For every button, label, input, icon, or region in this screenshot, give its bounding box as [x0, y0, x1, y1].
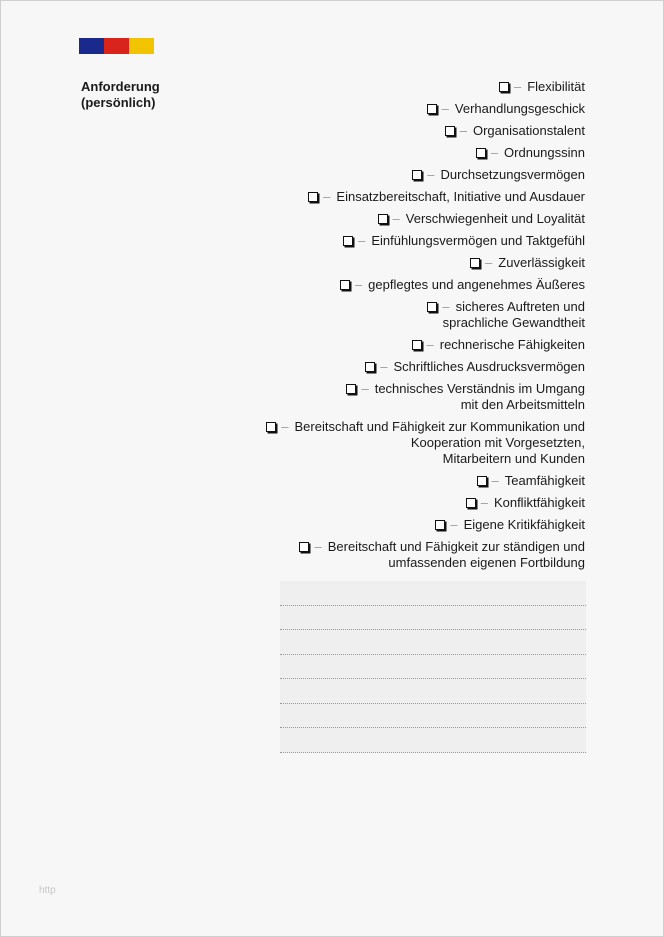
- checklist-item-label: sicheres Auftreten und sprachliche Gewandtheit: [442, 299, 585, 330]
- checklist-item: [165, 277, 585, 293]
- dash-separator: –: [314, 539, 322, 554]
- checkbox-icon[interactable]: [427, 302, 437, 312]
- checkbox-icon[interactable]: [299, 542, 309, 552]
- section-title: Anforderung (persönlich): [81, 79, 160, 110]
- blank-line[interactable]: [280, 606, 586, 631]
- checklist-item: [165, 255, 585, 271]
- checkbox-icon[interactable]: [308, 192, 318, 202]
- requirements-checklist: [165, 79, 585, 577]
- checkbox-icon[interactable]: [340, 280, 350, 290]
- blank-notes-area: [280, 581, 586, 753]
- checklist-item-label: gepflegtes und angenehmes Äußeres: [368, 277, 585, 292]
- dash-separator: –: [459, 123, 467, 138]
- checkbox-icon[interactable]: [412, 340, 422, 350]
- blank-line[interactable]: [280, 704, 586, 729]
- checkbox-icon[interactable]: [412, 170, 422, 180]
- checklist-item: [165, 337, 585, 353]
- checklist-item-label: Zuverlässigkeit: [498, 255, 585, 270]
- checklist-item-label: Einfühlungsvermögen und Taktgefühl: [371, 233, 585, 248]
- dash-separator: –: [358, 233, 366, 248]
- checklist-item-label: Konfliktfähigkeit: [493, 495, 585, 510]
- dash-separator: –: [480, 495, 488, 510]
- blank-line[interactable]: [280, 655, 586, 680]
- checkbox-icon[interactable]: [346, 384, 356, 394]
- dash-separator: –: [513, 79, 522, 94]
- dash-separator: –: [427, 167, 435, 182]
- dash-separator: –: [354, 277, 363, 292]
- checkbox-icon[interactable]: [470, 258, 480, 268]
- checkbox-icon[interactable]: [499, 82, 509, 92]
- checklist-item: [165, 101, 585, 117]
- dash-separator: –: [323, 189, 331, 204]
- checklist-item-label: Verhandlungsgeschick: [454, 101, 585, 116]
- dash-separator: –: [450, 517, 458, 532]
- checkbox-icon[interactable]: [477, 476, 487, 486]
- checkbox-icon[interactable]: [435, 520, 445, 530]
- dash-separator: –: [392, 211, 400, 226]
- checklist-item: [165, 517, 585, 533]
- blank-line[interactable]: [280, 630, 586, 655]
- checkbox-icon[interactable]: [343, 236, 353, 246]
- dash-separator: –: [380, 359, 388, 374]
- dash-separator: –: [485, 255, 493, 270]
- checklist-item: [165, 167, 585, 183]
- checkbox-icon[interactable]: [445, 126, 455, 136]
- checklist-item: [165, 145, 585, 161]
- dash-separator: –: [442, 299, 450, 314]
- checklist-item-label: Durchsetzungsvermögen: [440, 167, 585, 182]
- blank-line[interactable]: [280, 581, 586, 606]
- logo-red-block: [104, 38, 129, 54]
- checklist-item-label: Flexibilität: [527, 79, 585, 94]
- logo-color-bar: [79, 38, 154, 54]
- blank-line[interactable]: [280, 728, 586, 753]
- checkbox-icon[interactable]: [476, 148, 486, 158]
- checklist-item-label: Schriftliches Ausdrucksvermögen: [393, 359, 585, 374]
- dash-separator: –: [441, 101, 449, 116]
- checklist-item: [165, 299, 585, 331]
- checklist-item-label: Eigene Kritikfähigkeit: [463, 517, 585, 532]
- checklist-item: [165, 233, 585, 249]
- checklist-item: [165, 495, 585, 511]
- dash-separator: –: [426, 337, 434, 352]
- checklist-item-label: Bereitschaft und Fähigkeit zur Kommunikation und Kooperation mit Vorgesetzten, Mitarbeitern und Kunden: [294, 419, 585, 466]
- dash-separator: –: [491, 473, 499, 488]
- footer-text: http: [39, 885, 56, 896]
- checkbox-icon[interactable]: [427, 104, 437, 114]
- blank-line[interactable]: [280, 679, 586, 704]
- logo-yellow-block: [129, 38, 154, 54]
- checklist-item-label: Bereitschaft und Fähigkeit zur ständigen und umfassenden eigenen Fortbildung: [327, 539, 585, 570]
- checklist-item: [165, 419, 585, 467]
- checklist-item: [165, 381, 585, 413]
- checklist-item: [165, 189, 585, 205]
- checklist-item-label: technisches Verständnis im Umgang mit den Arbeitsmitteln: [374, 381, 585, 412]
- checklist-item: [165, 123, 585, 139]
- checklist-item: [165, 473, 585, 489]
- checklist-item-label: Verschwiegenheit und Loyalität: [405, 211, 585, 226]
- logo-blue-block: [79, 38, 104, 54]
- dash-separator: –: [490, 145, 499, 160]
- checklist-item: [165, 539, 585, 571]
- checklist-item-label: Ordnungssinn: [504, 145, 585, 160]
- checkbox-icon[interactable]: [378, 214, 388, 224]
- dash-separator: –: [281, 419, 289, 434]
- dash-separator: –: [361, 381, 369, 396]
- checklist-item-label: Teamfähigkeit: [504, 473, 585, 488]
- checklist-item: [165, 211, 585, 227]
- checklist-item: [165, 79, 585, 95]
- checklist-item-label: Einsatzbereitschaft, Initiative und Ausdauer: [336, 189, 585, 204]
- checklist-item-label: Organisationstalent: [472, 123, 585, 138]
- checklist-item: [165, 359, 585, 375]
- checkbox-icon[interactable]: [365, 362, 375, 372]
- checklist-item-label: rechnerische Fähigkeiten: [439, 337, 585, 352]
- checkbox-icon[interactable]: [466, 498, 476, 508]
- checkbox-icon[interactable]: [266, 422, 276, 432]
